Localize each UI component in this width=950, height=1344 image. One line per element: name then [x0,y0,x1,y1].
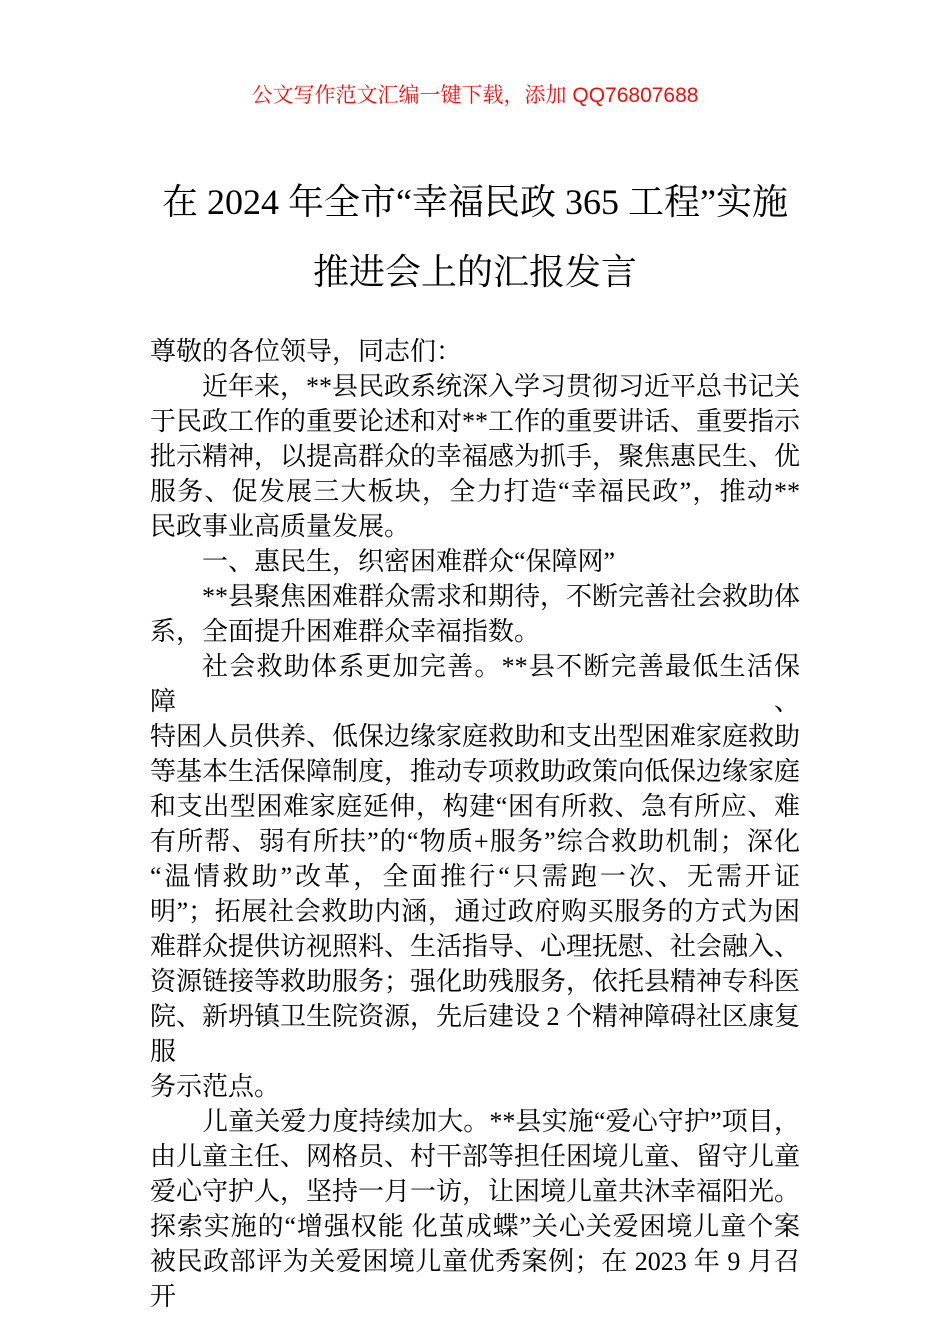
paragraph-line: “温情救助”改革，全面推行“只需跑一次、无需开证 [150,862,800,891]
document-title-line-1: 在 2024 年全市“幸福民政 365 工程”实施 [162,182,788,222]
paragraph-line: 特困人员供养、低保边缘家庭救助和支出型困难家庭救助 [150,722,801,751]
paragraph-line: **县聚焦困难群众需求和期待，不断完善社会救助体 [202,582,801,611]
document-title-line-2: 推进会上的汇报发言 [312,252,637,292]
paragraph-line: 爱心守护人，坚持一月一访，让困境儿童共沐幸福阳光。 [150,1177,801,1206]
header-download-notice: 公文写作范文汇编一键下载，添加 QQ76807688 [251,84,699,107]
paragraph-line: 尊敬的各位领导，同志们： [150,337,463,366]
paragraph-line: 由儿童主任、网格员、村干部等担任困境儿童、留守儿童 [150,1142,801,1171]
paragraph-line: 系，全面提升困难群众幸福指数。 [150,617,541,646]
document-body [150,334,800,1314]
paragraph-line: 服务、促发展三大板块，全力打造“幸福民政”，推动** [150,477,800,506]
paragraph-line: 探索实施的“增强权能 化茧成蝶”关心关爱困境儿童个案 [150,1212,800,1241]
paragraph-line: 明”；拓展社会救助内涵，通过政府购买服务的方式为困 [150,897,800,926]
paragraph-line: 难群众提供访视照料、生活指导、心理抚慰、社会融入、 [150,932,801,961]
document-title [150,167,800,307]
paragraph-line: 资源链接等救助服务；强化助残服务，依托县精神专科医 [150,967,801,996]
paragraph-line: 民政事业高质量发展。 [150,512,411,541]
paragraph-line: 院、新坍镇卫生院资源，先后建设 2 个精神障碍社区康复服 [150,1002,801,1066]
paragraph-line: 一、惠民生，织密困难群众“保障网” [202,547,616,576]
paragraph-line: 近年来，**县民政系统深入学习贯彻习近平总书记关 [202,372,801,401]
paragraph-line: 被民政部评为关爱困境儿童优秀案例；在 2023 年 9 月召开 [150,1247,800,1311]
paragraph-line: 儿童关爱力度持续加大。**县实施“爱心守护”项目， [202,1107,800,1136]
paragraph-line: 务示范点。 [150,1072,281,1101]
paragraph-line: 有所帮、弱有所扶”的“物质+服务”综合救助机制；深化 [150,827,800,856]
paragraph-line: 社会救助体系更加完善。**县不断完善最低生活保障、 [150,652,800,716]
paragraph-line: 和支出型困难家庭延伸，构建“困有所救、急有所应、难 [150,792,800,821]
paragraph-line: 等基本生活保障制度，推动专项救助政策向低保边缘家庭 [150,757,801,786]
paragraph-line: 于民政工作的重要论述和对**工作的重要讲话、重要指示 [150,407,801,436]
paragraph-line: 批示精神，以提高群众的幸福感为抓手，聚焦惠民生、优 [150,442,801,471]
